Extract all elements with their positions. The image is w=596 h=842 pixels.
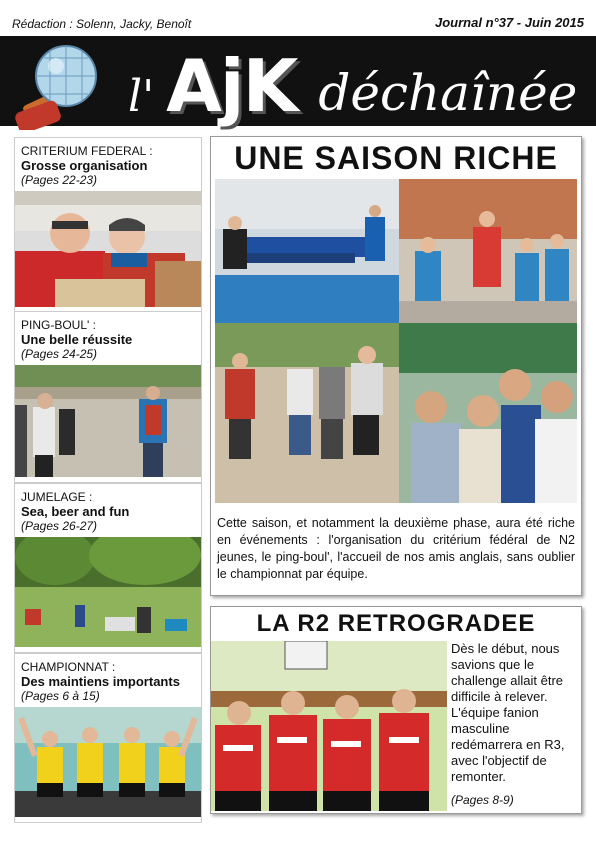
r2-story-title: LA R2 RETROGRADEE bbox=[256, 610, 536, 637]
teaser-headline: Sea, beer and fun bbox=[21, 504, 130, 519]
teaser-pages: (Pages 6 à 15) bbox=[21, 689, 100, 703]
teaser-headline: Une belle réussite bbox=[21, 332, 133, 347]
teaser-category: PING-BOUL' : bbox=[21, 318, 96, 332]
r2-team-photo bbox=[211, 641, 447, 811]
teaser-jumelage[interactable] bbox=[14, 483, 202, 653]
main-story-collage bbox=[215, 179, 577, 503]
credits: Rédaction : Solenn, Jacky, Benoît bbox=[12, 17, 192, 31]
teaser-pingboul[interactable] bbox=[14, 311, 202, 483]
teaser-headline: Grosse organisation bbox=[21, 158, 148, 173]
r2-story-pages: (Pages 8-9) bbox=[451, 793, 514, 807]
issue-number: Journal n°37 - Juin 2015 bbox=[435, 15, 584, 30]
masthead-prefix: l' bbox=[128, 71, 155, 122]
masthead-brand: AjK bbox=[166, 44, 297, 128]
teaser-category: CHAMPIONNAT : bbox=[21, 660, 116, 674]
teaser-pages: (Pages 22-23) bbox=[21, 173, 98, 187]
teaser-pages: (Pages 24-25) bbox=[21, 347, 98, 361]
main-story-panel bbox=[210, 136, 582, 596]
masthead-suffix: déchaînée bbox=[318, 64, 578, 122]
r2-story-body: Dès le début, nous savions que le challenge allait être difficile à relever. L'équipe fanion masculine redémarrera en R3, avec l'objectif de remonter. bbox=[451, 641, 565, 784]
main-story-title: UNE SAISON RICHE bbox=[234, 140, 558, 176]
criterium-photo bbox=[15, 191, 201, 307]
teaser-category: CRITERIUM FEDERAL : bbox=[21, 144, 153, 158]
teaser-headline: Des maintiens importants bbox=[21, 674, 180, 689]
r2-story-panel bbox=[210, 606, 582, 814]
teaser-pages: (Pages 26-27) bbox=[21, 519, 98, 533]
teaser-criterium[interactable] bbox=[14, 137, 202, 313]
teaser-championnat[interactable] bbox=[14, 653, 202, 823]
masthead-title bbox=[128, 42, 578, 128]
championnat-photo bbox=[15, 707, 201, 817]
club-logo bbox=[14, 40, 104, 130]
pingboul-photo bbox=[15, 365, 201, 477]
teaser-category: JUMELAGE : bbox=[21, 490, 93, 504]
main-story-body: Cette saison, et notamment la deuxième phase, aura été riche en événements : l'organisation du critérium fédéral de N2 jeunes, le ping-boul', l'accueil de nos amis anglais, sans oublier le championnat par équipe. bbox=[217, 516, 575, 581]
jumelage-photo bbox=[15, 537, 201, 647]
